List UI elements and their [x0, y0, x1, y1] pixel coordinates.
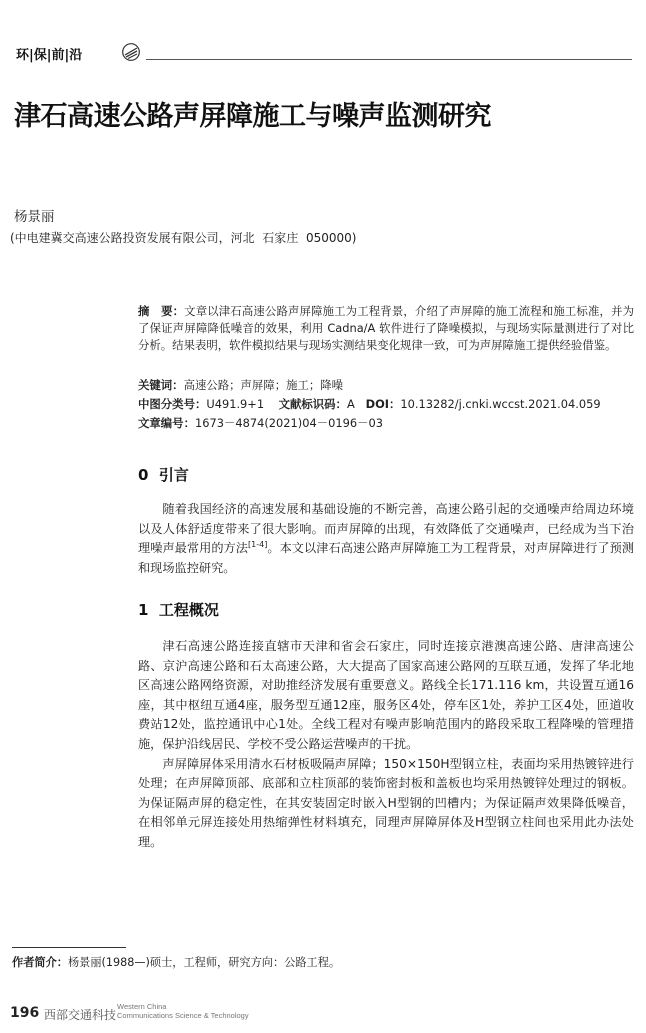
section-body-introduction: [138, 500, 634, 578]
body-paragraph: [138, 500, 634, 578]
author-name: 杨景丽: [14, 209, 55, 225]
journal-name-en: [117, 1002, 249, 1020]
footnote-text: 杨景丽(1988—)硕士，工程师，研究方向：公路工程。: [67, 956, 341, 969]
section-heading-project-overview: 1 工程概况: [138, 601, 219, 619]
abstract-paragraph: [138, 303, 634, 354]
page-header: [16, 42, 632, 64]
citation-reference: [1-4]: [248, 540, 268, 550]
doc-code-label: 文献标识码：: [278, 397, 347, 411]
journal-name-en-line2: Communications Science & Technology: [117, 1011, 249, 1020]
article-number-value: 1673－4874(2021)04－0196－03: [194, 416, 383, 430]
abstract-text: 文章以津石高速公路声屏障施工为工程背景，介绍了声屏障的施工流程和施工标准，并为了保证声屏障降低噪音的效果，利用 Cadna/A 软件进行了降噪模拟，与现场实际量测进行了对比分析。结果表明，软件模拟结果与现场实测结果变化规律一致，可为声屏障施工提供经验借鉴。: [138, 304, 634, 352]
doi-value: 10.13282/j.cnki.wccst.2021.04.059: [400, 397, 601, 411]
journal-name-en-line1: Western China: [117, 1002, 167, 1011]
author-affiliation: (中电建冀交高速公路投资发展有限公司，河北 石家庄 050000): [10, 231, 357, 245]
doc-code-value: A: [346, 397, 355, 411]
journal-logo-icon: [122, 43, 140, 61]
paragraph-text: 。本文以津石高速公路声屏障施工为工程背景，对声屏障进行了预测和现场监控研究。: [138, 541, 635, 575]
keywords-text: 高速公路；声屏障；施工；降噪: [183, 378, 344, 392]
page-number: 196: [10, 1005, 40, 1021]
article-title: 津石高速公路声屏障施工与噪声监测研究: [14, 101, 491, 132]
body-paragraph: 声屏障屏体采用清水石材板吸隔声屏障；150×150H型钢立柱，表面均采用热镀锌进行处理；在声屏障顶部、底部和立柱顶部的装饰密封板和盖板也均采用热镀锌处理过的钢板。为保证隔声屏的稳定性，在其安装固定时嵌入H型钢的凹槽内；为保证隔声效果降低噪音，在相邻单元屏连接处用热缩弹性材料填充，同理声屏障屏体及H型钢立柱间也采用此办法处理。: [138, 756, 634, 849]
abstract-block: [138, 303, 634, 354]
page-footer: [10, 1002, 410, 1029]
article-number-label: 文章编号：: [138, 416, 195, 430]
doi-label: DOI：: [365, 397, 401, 411]
keywords-label: 关键词：: [138, 378, 184, 392]
article-number-line: [138, 415, 383, 431]
paragraph-text: 随着我国经济的高速发展和基础设施的不断完善，高速公路引起的交通噪声给周边环境以及人体舒适度带来了很大影响。而声屏障的出现，有效降低了交通噪声，已经成为当下治理噪声最常用的方法: [138, 502, 634, 556]
abstract-label: 摘 要：: [138, 304, 185, 318]
footnote-label: 作者简介：: [12, 956, 68, 969]
journal-name-cn: 西部交通科技: [44, 1008, 117, 1022]
section-tag: 环|保|前|沿: [16, 48, 83, 63]
clc-value: U491.9+1: [206, 397, 265, 411]
body-paragraph: 津石高速公路连接直辖市天津和省会石家庄，同时连接京港澳高速公路、唐津高速公路、京沪高速公路和石太高速公路，大大提高了国家高速公路网的互联互通，发挥了华北地区高速公路网络资源，对助推经济发展有重要意义。路线全长171.116 km，共设置互通16座，其中枢纽互通4座，服务型互通12座，服务区4处，停车区1处，养护工区4处，匝道收费站12处，监控通讯中心1处。全线工程对有噪声影响范围内的路段采取工程降噪的管理措施，保护沿线居民、学校不受公路运营噪声的干扰。: [138, 639, 634, 751]
header-divider: [146, 59, 632, 60]
section-body-project-overview: [138, 637, 634, 853]
section-heading-introduction: 0 引言: [138, 466, 189, 484]
clc-label: 中图分类号：: [138, 397, 207, 411]
classification-line: [138, 396, 601, 412]
author-footnote: [12, 954, 340, 970]
keywords-line: [138, 377, 343, 393]
footnote-divider: [12, 947, 126, 948]
